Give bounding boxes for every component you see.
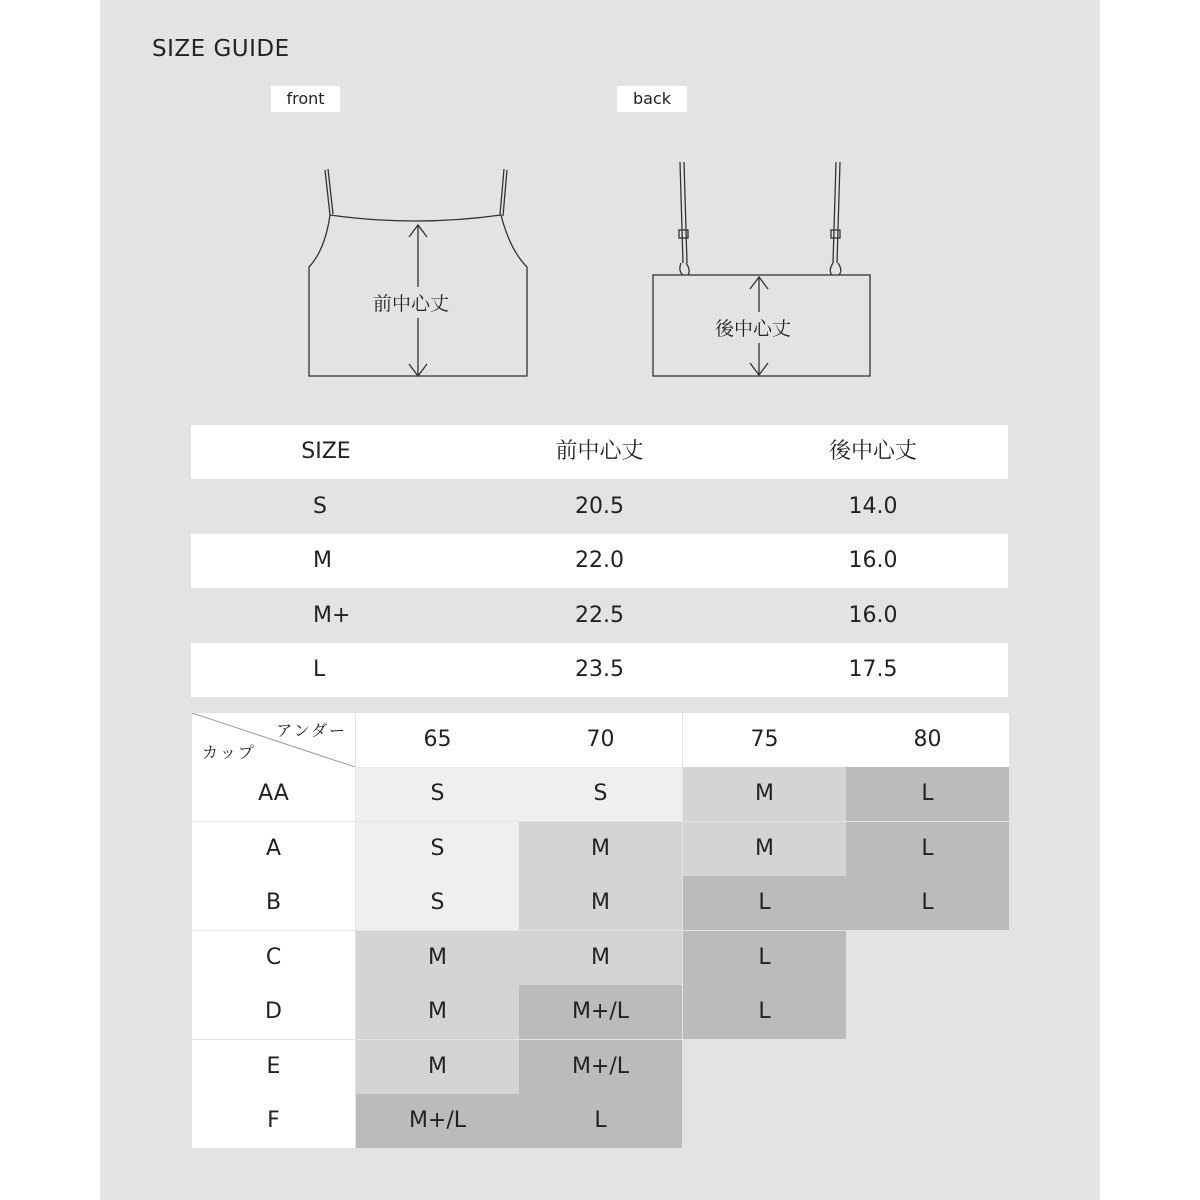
- grid-cell: M: [683, 767, 846, 821]
- grid-cell: L: [519, 1094, 682, 1148]
- grid-cell: L: [683, 876, 846, 930]
- row-front-length: 22.0: [575, 548, 624, 573]
- cup-row-label-b: B: [192, 876, 355, 930]
- row-front-length: 22.5: [575, 603, 624, 628]
- grid-cell: M: [356, 1040, 519, 1094]
- grid-cell: M: [519, 876, 682, 930]
- row-front-length: 20.5: [575, 494, 624, 519]
- grid-cell: S: [356, 767, 519, 821]
- row-size: M+: [313, 603, 351, 628]
- row-size: S: [313, 494, 327, 519]
- grid-cell: L: [683, 985, 846, 1039]
- grid-cell: M: [683, 822, 846, 876]
- cup-row-label-aa: AA: [192, 767, 355, 821]
- under-header-80: 80: [846, 713, 1009, 767]
- table-row: [191, 534, 1008, 588]
- grid-cell: S: [356, 822, 519, 876]
- back-garment-diagram: [650, 158, 875, 380]
- front-garment-diagram: [305, 165, 535, 381]
- row-back-length: 16.0: [848, 548, 898, 573]
- under-header-70: 70: [519, 713, 682, 767]
- page-title: SIZE GUIDE: [152, 36, 290, 62]
- grid-cell: M: [356, 931, 519, 985]
- grid-cell: M: [519, 822, 682, 876]
- cup-row-label-a: A: [192, 822, 355, 876]
- size-table-header: [191, 425, 1008, 479]
- table-row: [191, 643, 1008, 697]
- cup-row-label-f: F: [192, 1094, 355, 1148]
- front-measure-label: 前中心丈: [373, 287, 449, 318]
- cup-table-corner: [192, 713, 355, 767]
- cup-row-label-e: E: [192, 1040, 355, 1094]
- grid-cell: L: [846, 767, 1009, 821]
- cup-row-label-d: D: [192, 985, 355, 1039]
- header-size: SIZE: [301, 439, 351, 464]
- row-size: M: [313, 548, 332, 573]
- row-size: L: [313, 657, 326, 682]
- grid-cell: L: [846, 822, 1009, 876]
- front-view-label: front: [271, 86, 340, 112]
- grid-cell: S: [356, 876, 519, 930]
- under-header-65: 65: [356, 713, 519, 767]
- grid-cell: L: [846, 876, 1009, 930]
- grid-cell: M: [519, 931, 682, 985]
- under-header-75: 75: [683, 713, 846, 767]
- grid-cell: M+/L: [519, 1040, 682, 1094]
- grid-cell: M+/L: [356, 1094, 519, 1148]
- row-back-length: 17.5: [848, 657, 898, 682]
- header-front-length: 前中心丈: [555, 439, 644, 464]
- grid-cell: M: [356, 985, 519, 1039]
- row-front-length: 23.5: [575, 657, 624, 682]
- grid-cell: L: [683, 931, 846, 985]
- back-view-label: back: [617, 86, 687, 112]
- row-back-length: 14.0: [848, 494, 898, 519]
- grid-cell: S: [519, 767, 682, 821]
- under-bust-label: アンダー: [276, 721, 347, 740]
- cup-row-label-c: C: [192, 931, 355, 985]
- table-row: [191, 480, 1008, 534]
- size-guide-panel: [100, 0, 1100, 1200]
- grid-cell: M+/L: [519, 985, 682, 1039]
- cup-label: カップ: [202, 743, 256, 762]
- row-back-length: 16.0: [848, 603, 898, 628]
- table-row: [191, 589, 1008, 643]
- header-back-length: 後中心丈: [828, 439, 917, 464]
- back-measure-label: 後中心丈: [715, 312, 791, 343]
